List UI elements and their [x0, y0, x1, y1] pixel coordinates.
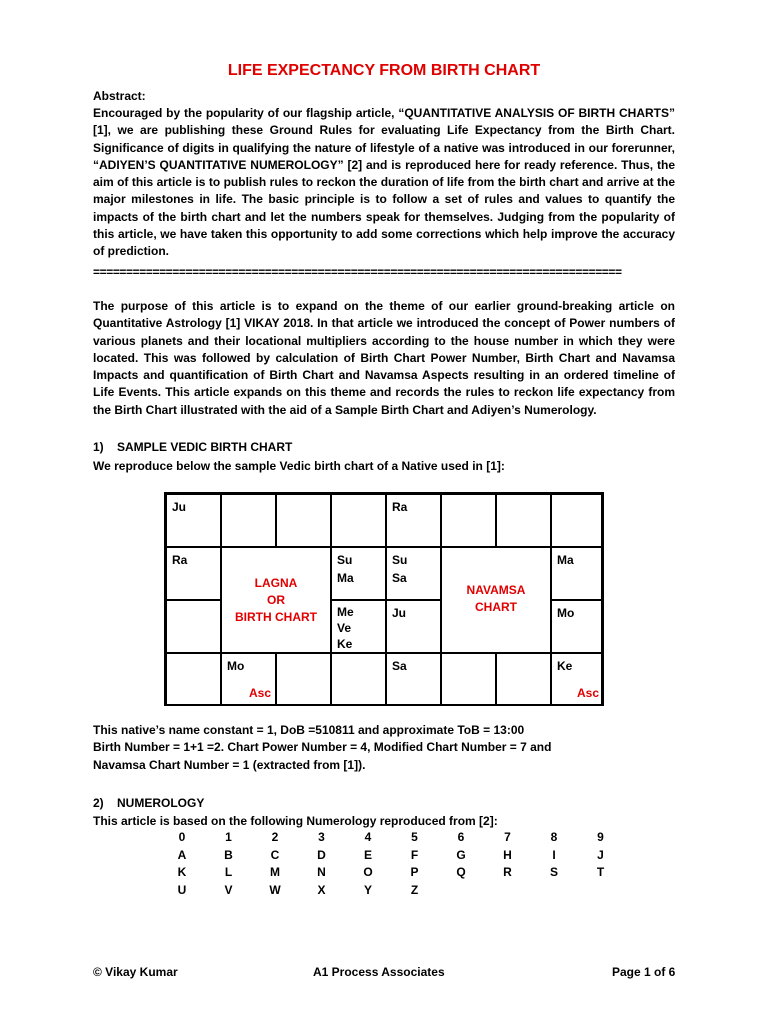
numerology-cell: 6: [457, 830, 465, 844]
numerology-cell: L: [224, 865, 233, 879]
navamsa-chart-cell: [496, 494, 551, 547]
navamsa-chart-cell: Ma: [551, 547, 602, 600]
navamsa-chart-center-label: NAVAMSA CHART: [441, 547, 551, 653]
birth-chart-cell: [331, 494, 386, 547]
birth-chart-cell: [166, 600, 221, 653]
numerology-cell: P: [410, 865, 419, 879]
separator-line: ================================================================================: [93, 265, 622, 279]
numerology-cell: F: [410, 847, 419, 862]
birth-chart-cell: [221, 494, 276, 547]
navamsa-chart-cell: Sa: [386, 653, 441, 706]
section-number: 1): [93, 440, 104, 454]
numerology-cell: A: [177, 847, 187, 862]
vedic-chart-grid: [164, 492, 604, 706]
section-2-heading: [93, 796, 204, 810]
birth-chart-cell: Mo: [221, 653, 276, 706]
navamsa-chart-cell: Mo: [551, 600, 602, 653]
footer-page-number: Page 1 of 6: [612, 965, 676, 979]
numerology-cell: 1: [225, 830, 232, 844]
birth-chart-cell: Ju: [166, 494, 221, 547]
native-info: [93, 722, 675, 774]
numerology-cell: V: [224, 882, 233, 897]
section-2-intro: This article is based on the following Numerology reproduced from [2]:: [93, 814, 498, 828]
numerology-cell: 8: [550, 830, 558, 844]
birth-chart-cell: [276, 653, 331, 706]
numerology-cell: S: [549, 865, 558, 879]
numerology-cell: J: [597, 847, 604, 862]
numerology-cell: X: [317, 882, 326, 897]
section-title: NUMEROLOGY: [117, 796, 205, 810]
numerology-cell: T: [596, 865, 605, 879]
navamsa-chart-cell: Su Sa: [386, 547, 441, 600]
native-info-line: Navamsa Chart Number = 1 (extracted from [1]).: [93, 757, 366, 772]
numerology-cell: O: [363, 865, 373, 879]
section-1-intro: We reproduce below the sample Vedic birth chart of a Native used in [1]:: [93, 459, 505, 473]
navamsa-chart-cell: Ra: [386, 494, 441, 547]
navamsa-chart-cell: Ju: [386, 600, 441, 653]
numerology-cell: U: [177, 882, 187, 897]
numerology-cell: K: [177, 865, 187, 879]
native-info-line: This native’s name constant = 1, DoB =510811 and approximate ToB = 13:00: [93, 723, 525, 737]
navamsa-chart-cell: [496, 653, 551, 706]
birth-chart-cell: Me Ve Ke: [331, 600, 386, 653]
birth-chart-cell: Ra: [166, 547, 221, 600]
numerology-cell: B: [224, 847, 233, 862]
section-title: SAMPLE VEDIC BIRTH CHART: [117, 440, 293, 454]
numerology-cell: N: [317, 865, 326, 879]
numerology-cell: G: [456, 847, 466, 862]
numerology-cell: H: [503, 847, 512, 862]
birth-chart-cell: [166, 653, 221, 706]
navamsa-chart-asc-label: Asc: [577, 686, 600, 700]
numerology-cell: Z: [410, 882, 419, 897]
footer-copyright: © Vikay Kumar: [93, 965, 178, 979]
numerology-cell: R: [503, 865, 512, 879]
birth-chart-cell: [331, 653, 386, 706]
abstract-paragraph: Encouraged by the popularity of our flagship article, “QUANTITATIVE ANALYSIS OF BIRTH CHARTS” [1], we are publishing these Ground Rules for evaluating Life Expectancy from the Birth Chart. Significance of digits in qualifying the nature of lifestyle of a native was introduced in our forerunner, “ADIYEN’S QUANTITATIVE NUMEROLOGY” [2] and is reproduced here for ready reference. Thus, the aim of this article is to publish rules to reckon the duration of life from the birth chart and arrive at the major milestones in life. The basic principle is to follow a set of rules and values to quantify the impacts of the birth chart and let the numbers speak for themselves. Judging from the popularity of this article, we have taken this opportunity to add some corrections which help improve the accuracy of prediction.: [93, 106, 675, 259]
numerology-cell: 2: [271, 830, 279, 844]
birth-chart-asc-label: Asc: [249, 686, 272, 700]
numerology-cell: 9: [597, 830, 604, 844]
navamsa-chart-cell: Ke: [551, 653, 602, 706]
section-1-heading: [93, 440, 292, 454]
section-number: 2): [93, 796, 104, 810]
numerology-cell: W: [269, 882, 281, 897]
numerology-cell: E: [363, 847, 372, 862]
birth-chart-cell: [276, 494, 331, 547]
numerology-cell: D: [317, 847, 326, 862]
footer-company: A1 Process Associates: [313, 965, 445, 979]
numerology-cell: 5: [411, 830, 418, 844]
numerology-cell: 4: [364, 830, 372, 844]
birth-chart-center-label: LAGNA OR BIRTH CHART: [221, 547, 331, 653]
birth-chart-cell: Su Ma: [331, 547, 386, 600]
document-title: LIFE EXPECTANCY FROM BIRTH CHART: [227, 62, 541, 79]
purpose-paragraph: The purpose of this article is to expand on the theme of our earlier ground-breaking article on Quantitative Astrology [1] VIKAY 2018. In that article we introduced the concept of Power numbers of various planets and their locational multipliers according to the house number in which they were located. This was followed by calculation of Birth Chart Power Number, Birth Chart and Navamsa Impacts and quantification of Birth Chart and Navamsa Aspects resulting in an ordered timeline of Life Events. This article expands on this theme and records the rules to reckon life expectancy from the Birth Chart illustrated with the aid of a Sample Birth Chart and Adiyen’s Numerology.: [93, 299, 675, 417]
navamsa-chart-cell: [441, 653, 496, 706]
numerology-cell: I: [552, 847, 556, 862]
numerology-cell: M: [270, 865, 280, 879]
navamsa-chart-cell: [441, 494, 496, 547]
abstract-label: Abstract:: [93, 89, 146, 103]
numerology-cell: C: [270, 847, 280, 862]
numerology-cell: 0: [178, 830, 186, 844]
navamsa-chart-cell: [551, 494, 602, 547]
numerology-cell: Y: [363, 882, 372, 897]
numerology-cell: 3: [318, 830, 325, 844]
native-info-line: Birth Number = 1+1 =2. Chart Power Number = 4, Modified Chart Number = 7 and: [93, 740, 552, 755]
numerology-cell: 7: [504, 830, 511, 844]
numerology-cell: Q: [456, 865, 466, 879]
